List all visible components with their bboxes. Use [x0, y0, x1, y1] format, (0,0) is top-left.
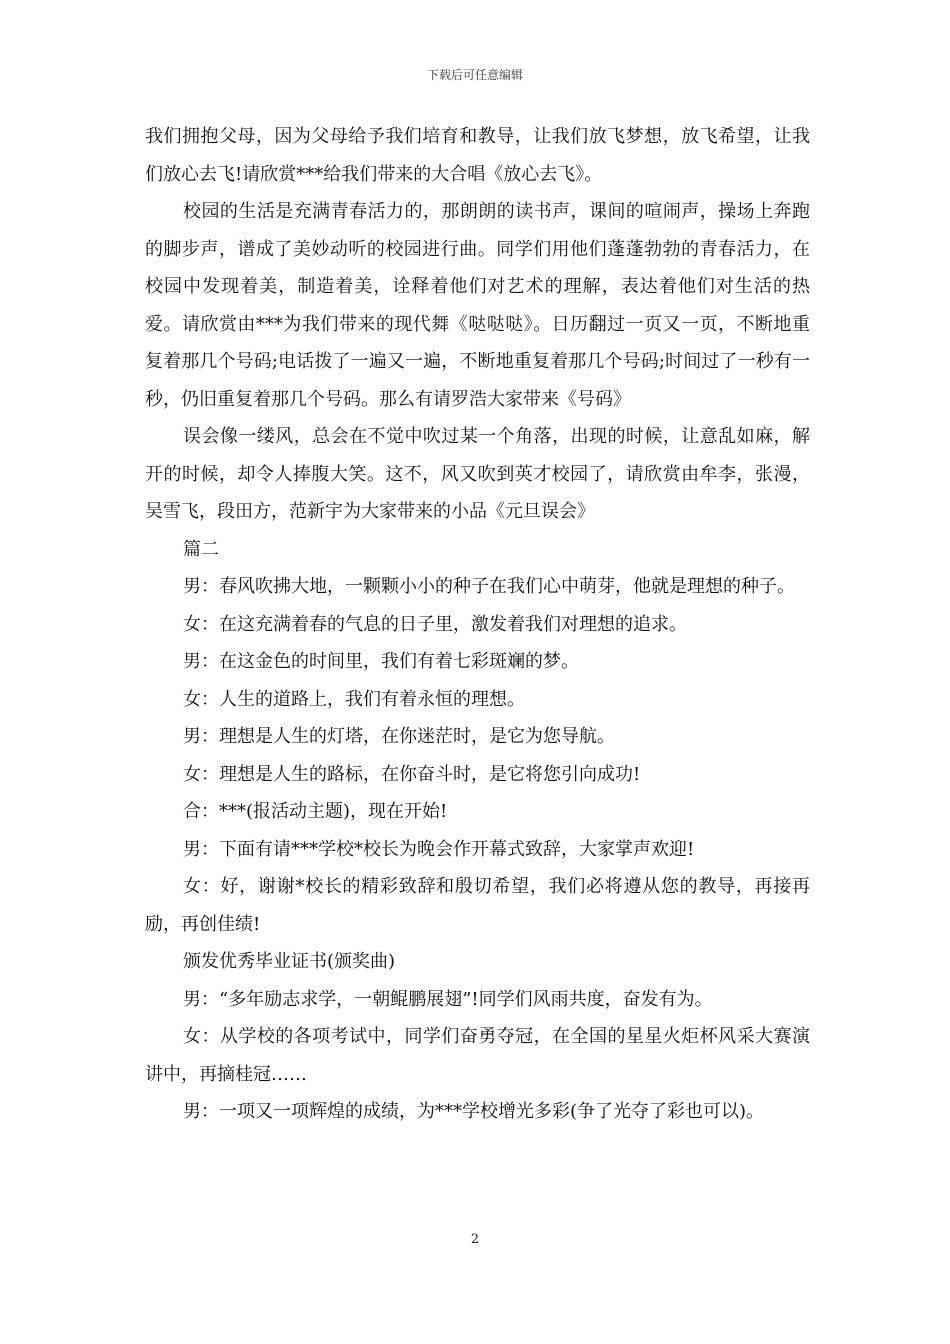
dialogue-line: 男：下面有请***学校*校长为晚会作开幕式致辞，大家掌声欢迎!	[183, 838, 695, 860]
page-header: 下载后可任意编辑	[426, 68, 523, 82]
section-note: 颁发优秀毕业证书(颁奖曲)	[183, 951, 396, 972]
dialogue-line: 女：从学校的各项考试中，同学们奋勇夺冠，在全国的星星火炬杯风采大赛演讲中，再摘桂冠……	[145, 1026, 810, 1085]
dialogue-line: 女：好，谢谢*校长的精彩致辞和殷切希望，我们必将遵从您的教导，再接再励，再创佳绩!	[145, 876, 810, 935]
dialogue-line: 男：“多年励志求学，一朝鲲鹏展翅”!同学们风雨共度，奋发有为。	[183, 988, 713, 1010]
paragraph-1: 我们拥抱父母，因为父母给予我们培育和教导，让我们放飞梦想，放飞希望，让我们放心去飞!请欣赏***给我们带来的大合唱《放心去飞》。	[145, 126, 810, 185]
section-heading-pian-er: 篇二	[183, 538, 219, 560]
dialogue-line: 女：理想是人生的路标，在你奋斗时，是它将您引向成功!	[183, 763, 641, 785]
dialogue-line: 男：理想是人生的灯塔，在你迷茫时，是它为您导航。	[183, 726, 615, 747]
dialogue-line: 男：一项又一项辉煌的成绩，为***学校增光多彩(争了光夺了彩也可以)。	[183, 1101, 765, 1122]
paragraph-2: 校园的生活是充满青春活力的，那朗朗的读书声，课间的喧闹声，操场上奔跑的脚步声，谱成了美妙动听的校园进行曲。同学们用他们蓬蓬勃勃的青春活力，在校园中发现着美，制造着美，诠释着他们对艺术的理解，表达着他们对生活的热爱。请欣赏由***为我们带来的现代舞《哒哒哒》。日历翻过一页又一页，不断地重复着那几个号码;电话拨了一遍又一遍，不断地重复着那几个号码;时间过了一秒有一秒，仍旧重复着那几个号码。那么有请罗浩大家带来《号码》	[145, 201, 810, 410]
document-body	[145, 118, 810, 1131]
dialogue-line: 女：人生的道路上，我们有着永恒的理想。	[183, 688, 525, 710]
dialogue-line: 女：在这充满着春的气息的日子里，激发着我们对理想的追求。	[183, 613, 687, 635]
page-number: 2	[470, 1232, 480, 1247]
dialogue-line: 男：在这金色的时间里，我们有着七彩斑斓的梦。	[183, 651, 579, 672]
paragraph-3: 误会像一缕风，总会在不觉中吹过某一个角落，出现的时候，让意乱如麻，解开的时候，却令人捧腹大笑。这不，风又吹到英才校园了，请欣赏由牟李，张漫，吴雪飞，段田方，范新宇为大家带来的小品《元旦误会》	[145, 426, 810, 522]
dialogue-line: 男：春风吹拂大地，一颗颗小小的种子在我们心中萌芽，他就是理想的种子。	[183, 576, 795, 597]
dialogue-line: 合：***(报活动主题)，现在开始!	[183, 801, 448, 822]
